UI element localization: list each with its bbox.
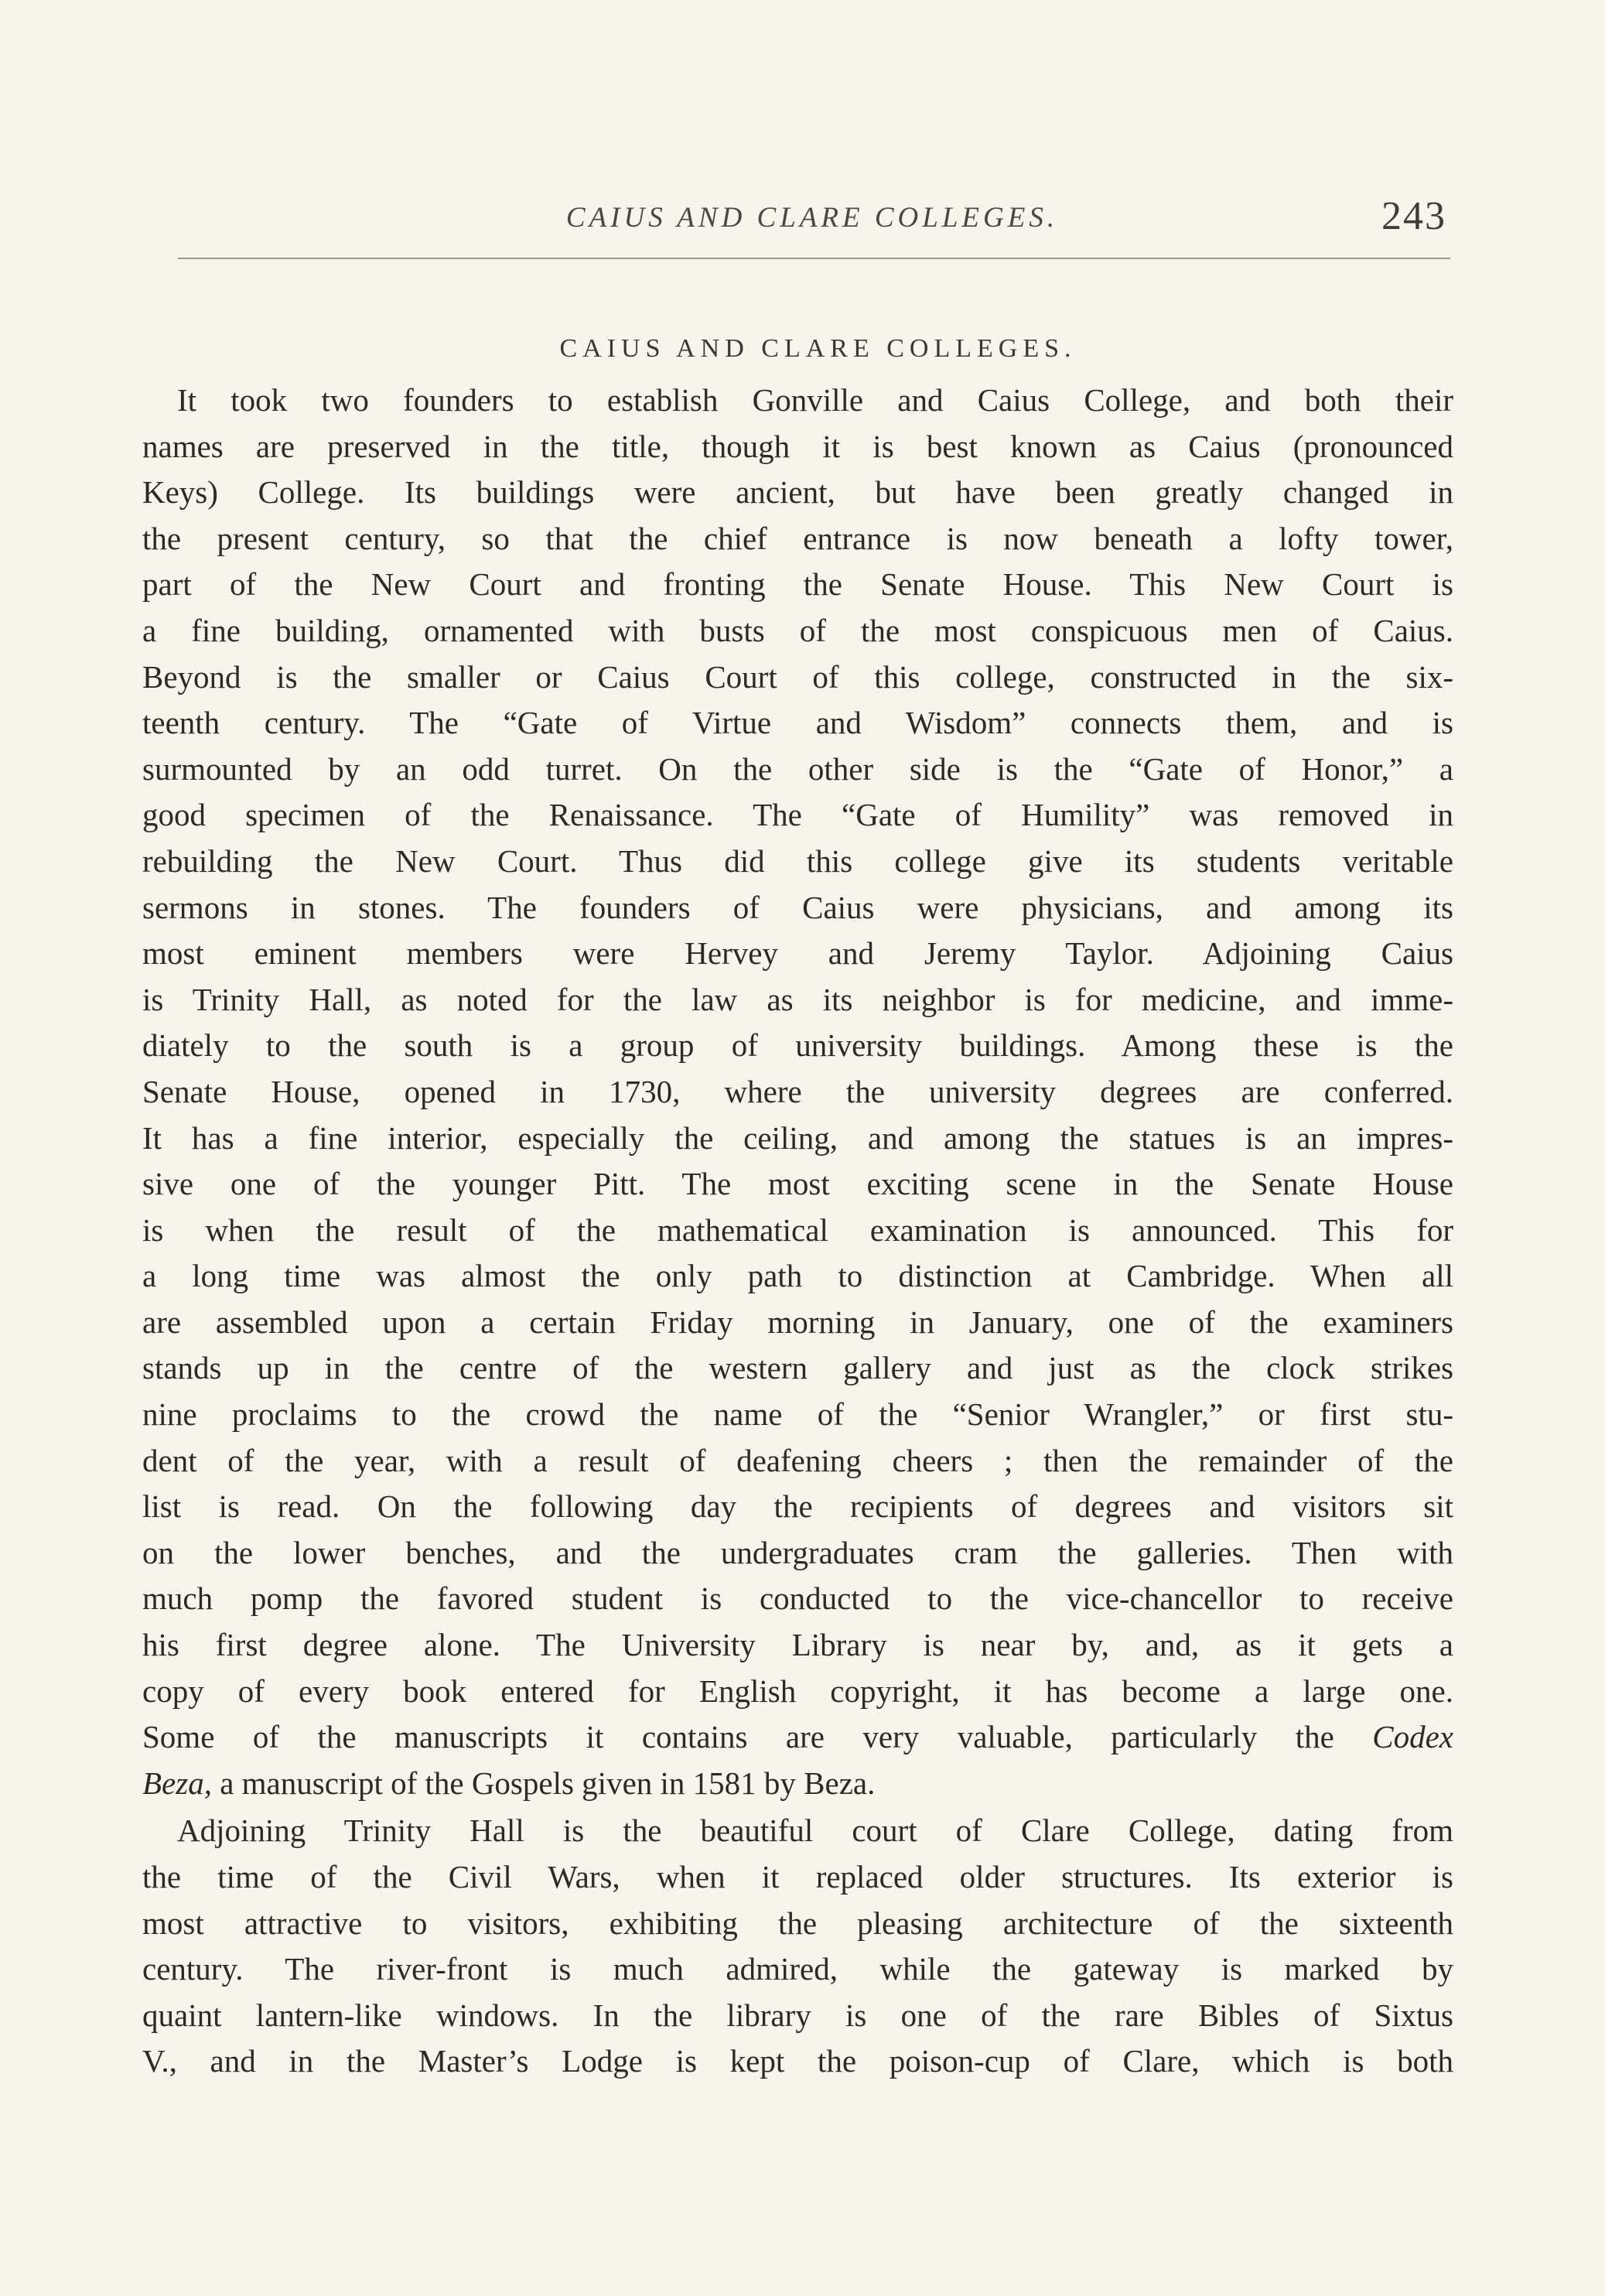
- text-line-final: [142, 1761, 1453, 1807]
- text-segment: Some of the manuscripts it contains are very valuable, particularly the: [142, 1719, 1334, 1755]
- text-line: the time of the Civil Wars, when it replaced older structures. Its exterior is: [142, 1859, 1453, 1895]
- running-head: [178, 192, 1446, 246]
- text-line: most eminent members were Hervey and Jeremy Taylor. Adjoining Caius: [142, 935, 1453, 972]
- text-line: most attractive to visitors, exhibiting the pleasing architecture of the sixteenth: [142, 1905, 1453, 1941]
- text-line: century. The river-front is much admired, while the gateway is marked by: [142, 1951, 1453, 1987]
- text-line: is Trinity Hall, as noted for the law as its neighbor is for medicine, and imme-: [142, 981, 1453, 1017]
- italic-title: Beza,: [142, 1765, 212, 1801]
- text-line: It has a fine interior, especially the ceiling, and among the statues is an impres-: [142, 1119, 1453, 1156]
- text-line: a long time was almost the only path to distinction at Cambridge. When all: [142, 1258, 1453, 1294]
- text-line-with-italic: [142, 1714, 1453, 1761]
- text-line: quaint lantern-like windows. In the library is one of the rare Bibles of Sixtus: [142, 1997, 1453, 2033]
- text-line: teenth century. The “Gate of Virtue and Wisdom” connects them, and is: [142, 705, 1453, 741]
- text-line: sermons in stones. The founders of Caius were physicians, and among its: [142, 889, 1453, 925]
- text-line: nine proclaims to the crowd the name of the “Senior Wrangler,” or first stu-: [142, 1396, 1453, 1433]
- text-line: V., and in the Master’s Lodge is kept the poison-cup of Clare, which is both: [142, 2043, 1453, 2079]
- header-rule: [178, 258, 1450, 259]
- text-line: It took two founders to establish Gonville and Caius College, and both their: [177, 382, 1453, 418]
- page-number: 243: [1381, 194, 1446, 238]
- text-line: rebuilding the New Court. Thus did this college give its students veritable: [142, 842, 1453, 879]
- section-heading: CAIUS AND CLARE COLLEGES.: [559, 334, 1077, 363]
- text-line: the present century, so that the chief entrance is now beneath a lofty tower,: [142, 520, 1453, 556]
- text-line: sive one of the younger Pitt. The most exciting scene in the Senate House: [142, 1166, 1453, 1202]
- running-title: CAIUS AND CLARE COLLEGES.: [565, 202, 1059, 234]
- text-line: diately to the south is a group of university buildings. Among these is the: [142, 1027, 1453, 1064]
- italic-title: Codex: [1372, 1719, 1453, 1755]
- text-line: on the lower benches, and the undergraduates cram the galleries. Then with: [142, 1534, 1453, 1570]
- text-line: part of the New Court and fronting the Senate House. This New Court is: [142, 566, 1453, 603]
- text-line: are assembled upon a certain Friday morning in January, one of the examiners: [142, 1303, 1453, 1340]
- text-line: surmounted by an odd turret. On the other side is the “Gate of Honor,” a: [142, 750, 1453, 787]
- text-line: dent of the year, with a result of deafening cheers ; then the remainder of the: [142, 1442, 1453, 1478]
- text-line: list is read. On the following day the recipients of degrees and visitors sit: [142, 1488, 1453, 1525]
- text-line: Keys) College. Its buildings were ancient, but have been greatly changed in: [142, 474, 1453, 511]
- text-line: Beyond is the smaller or Caius Court of this college, constructed in the six-: [142, 658, 1453, 695]
- text-line: Adjoining Trinity Hall is the beautiful court of Clare College, dating from: [177, 1813, 1453, 1849]
- text-line: copy of every book entered for English copyright, it has become a large one.: [142, 1672, 1453, 1709]
- text-line: Senate House, opened in 1730, where the university degrees are conferred.: [142, 1073, 1453, 1109]
- text-line: stands up in the centre of the western gallery and just as the clock strikes: [142, 1350, 1453, 1386]
- text-line: much pomp the favored student is conducted to the vice-chancellor to receive: [142, 1580, 1453, 1617]
- text-line: a fine building, ornamented with busts of the most conspicuous men of Caius.: [142, 612, 1453, 648]
- text-line: good specimen of the Renaissance. The “Gate of Humility” was removed in: [142, 797, 1453, 833]
- text-segment: a manuscript of the Gospels given in 1581 by Beza.: [211, 1765, 876, 1801]
- body-text: [142, 378, 1453, 2085]
- text-line: names are preserved in the title, though it is best known as Caius (pronounced: [142, 428, 1453, 464]
- text-line: is when the result of the mathematical examination is announced. This for: [142, 1211, 1453, 1248]
- text-line: his first degree alone. The University Library is near by, and, as it gets a: [142, 1627, 1453, 1663]
